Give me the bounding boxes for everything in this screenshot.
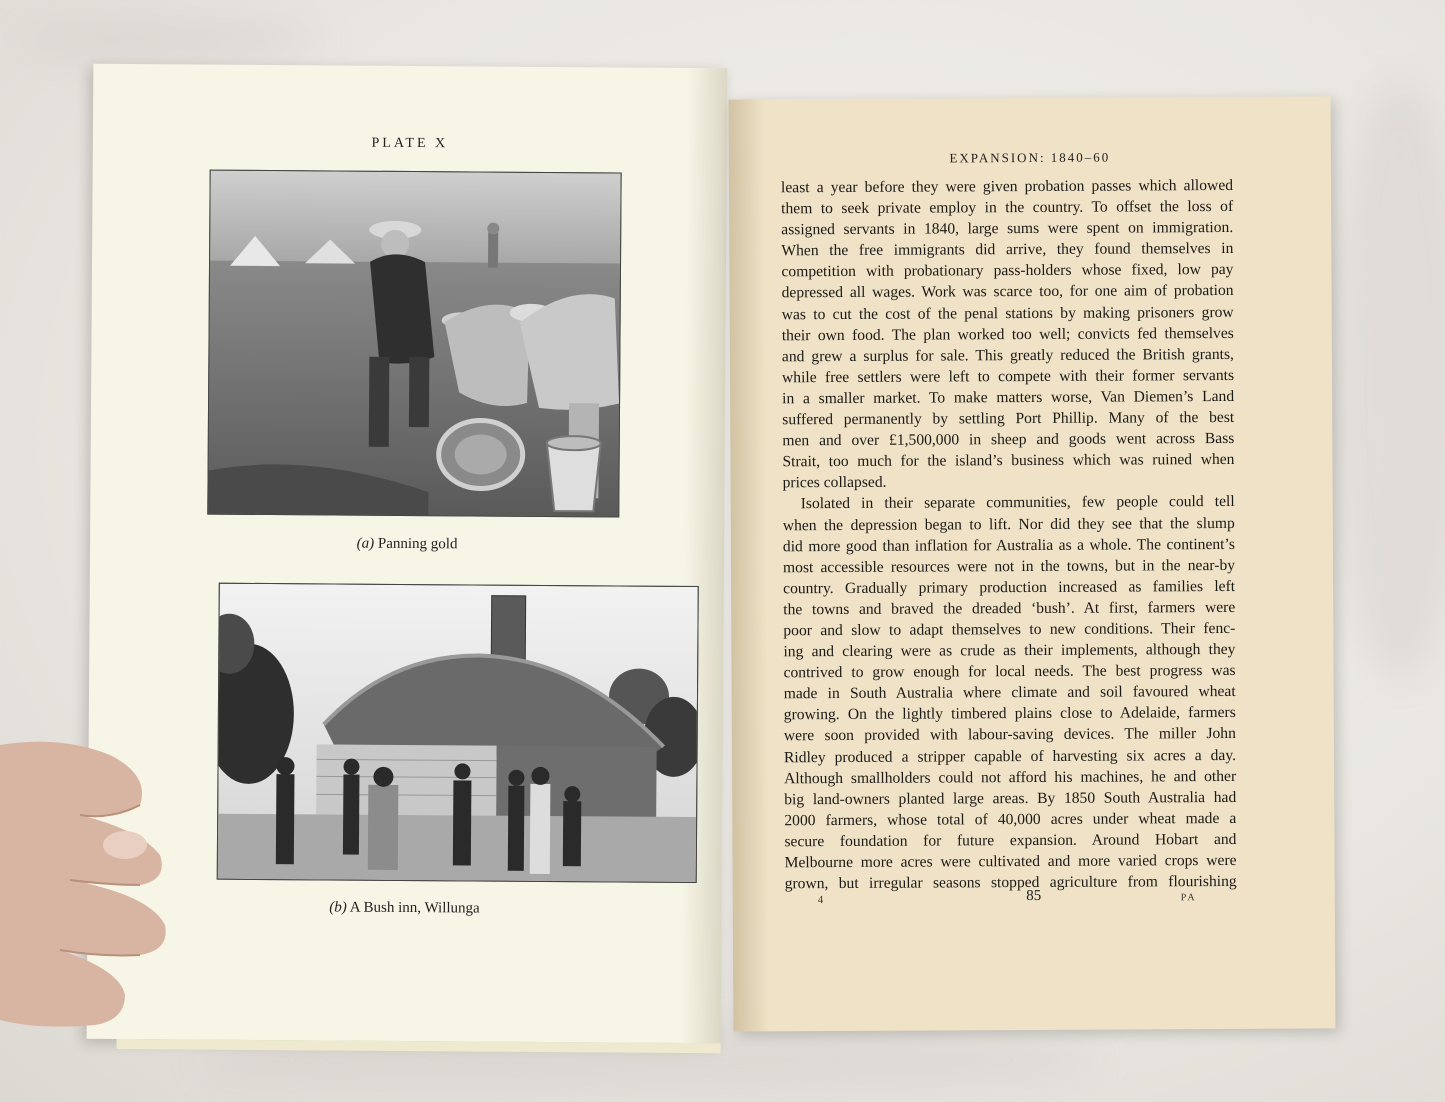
text-line: Ridley produced a stripper capable of harvesting six acres a day. xyxy=(783,746,1237,766)
text-line: while free settlers were left to compete with their former servants xyxy=(781,366,1235,387)
page-number: 85 xyxy=(1026,887,1042,905)
text-line: the towns and braved the dreaded ‘bush’. At first, farmers were xyxy=(783,598,1236,619)
text-line: ing and clearing were as crude as their implements, although they xyxy=(783,640,1236,661)
right-page xyxy=(729,96,1336,1031)
text-line: depressed all wages. Work was scarce too, for one aim of probation xyxy=(781,282,1234,302)
page-edge xyxy=(117,1039,721,1053)
text-line: and grew a surplus for sale. This greatly reduced the British grants, xyxy=(781,345,1234,366)
text-line: Isolated in their separate communities, few people could tell xyxy=(800,493,1235,513)
text-line: country. Gradually primary production increased as families left xyxy=(783,577,1236,598)
caption-a-letter: (a) xyxy=(356,535,375,552)
text-line: in a smaller market. To make matters worse, Van Diemen’s Land xyxy=(782,387,1235,408)
text-line: Strait, too much for the island’s business which was ruined when xyxy=(782,451,1235,471)
text-line: least a year before they were given probation passes which allowed xyxy=(780,176,1234,197)
text-line: made in South Australia where climate and soil favoured wheat xyxy=(783,683,1236,703)
caption-a xyxy=(90,534,724,555)
text-line: most accessible resources were not in the towns, but in the near-by xyxy=(782,556,1236,576)
caption-b xyxy=(87,898,721,919)
text-line: their own food. The plan worked too well; convicts fed themselves xyxy=(781,324,1234,344)
text-line: big land-owners planted large areas. By 1850 South Australia had xyxy=(784,788,1237,809)
text-line: grown, but irregular seasons stopped agriculture from flourishing xyxy=(784,873,1237,893)
text-line: Although smallholders could not afford his machines, he and other xyxy=(784,767,1237,787)
text-line: men and over £1,500,000 in sheep and goods went across Bass xyxy=(782,430,1235,450)
text-line: did more good than inflation for Australia as a whole. The continent’s xyxy=(782,535,1235,555)
body-text xyxy=(781,175,1237,895)
text-line: were soon provided with labour-saving devices. The miller John xyxy=(783,725,1236,745)
text-line: secure foundation for future expansion. Around Hobart and xyxy=(784,830,1237,851)
text-line: was to cut the cost of the penal stations by making prisoners grow xyxy=(781,303,1234,323)
running-head: EXPANSION: 1840–60 xyxy=(949,149,1111,166)
text-line: assigned servants in 1840, large sums were spent on immigration. xyxy=(781,219,1234,239)
page-gutter-shadow xyxy=(681,68,728,1043)
text-line: suffered permanently by settling Port Phillip. Many of the best xyxy=(782,408,1235,429)
caption-b-text: A Bush inn, Willunga xyxy=(349,899,480,917)
plate-title: PLATE X xyxy=(371,135,449,152)
caption-a-text: Panning gold xyxy=(377,535,458,553)
text-line: poor and slow to adapt themselves to new conditions. Their fenc- xyxy=(783,619,1236,640)
text-line: When the free immigrants did arrive, they found themselves in xyxy=(781,240,1234,260)
signature-mark: 4 xyxy=(817,894,824,907)
photo-panning-gold xyxy=(207,170,621,518)
text-line: when the depression began to lift. Nor did they see that the slump xyxy=(782,514,1235,534)
hand-holding-book xyxy=(0,735,175,1035)
footer-mark: PA xyxy=(1180,892,1197,904)
text-line: Melbourne more acres were cultivated and more varied crops were xyxy=(784,851,1237,872)
caption-b-letter: (b) xyxy=(329,899,347,916)
text-line: contrived to grow enough for local needs. The best progress was xyxy=(783,662,1236,682)
left-page xyxy=(87,64,728,1043)
text-line: them to seek private employ in the country. To offset the loss of xyxy=(781,198,1234,218)
photo-bush-inn xyxy=(217,583,699,883)
text-line: growing. On the lightly timbered plains close to Adelaide, farmers xyxy=(783,704,1236,724)
text-line: 2000 farmers, whose total of 40,000 acres under wheat made a xyxy=(784,809,1237,830)
text-line: competition with probationary pass-holders whose fixed, low pay xyxy=(781,261,1234,281)
text-line: prices collapsed. xyxy=(782,474,887,492)
